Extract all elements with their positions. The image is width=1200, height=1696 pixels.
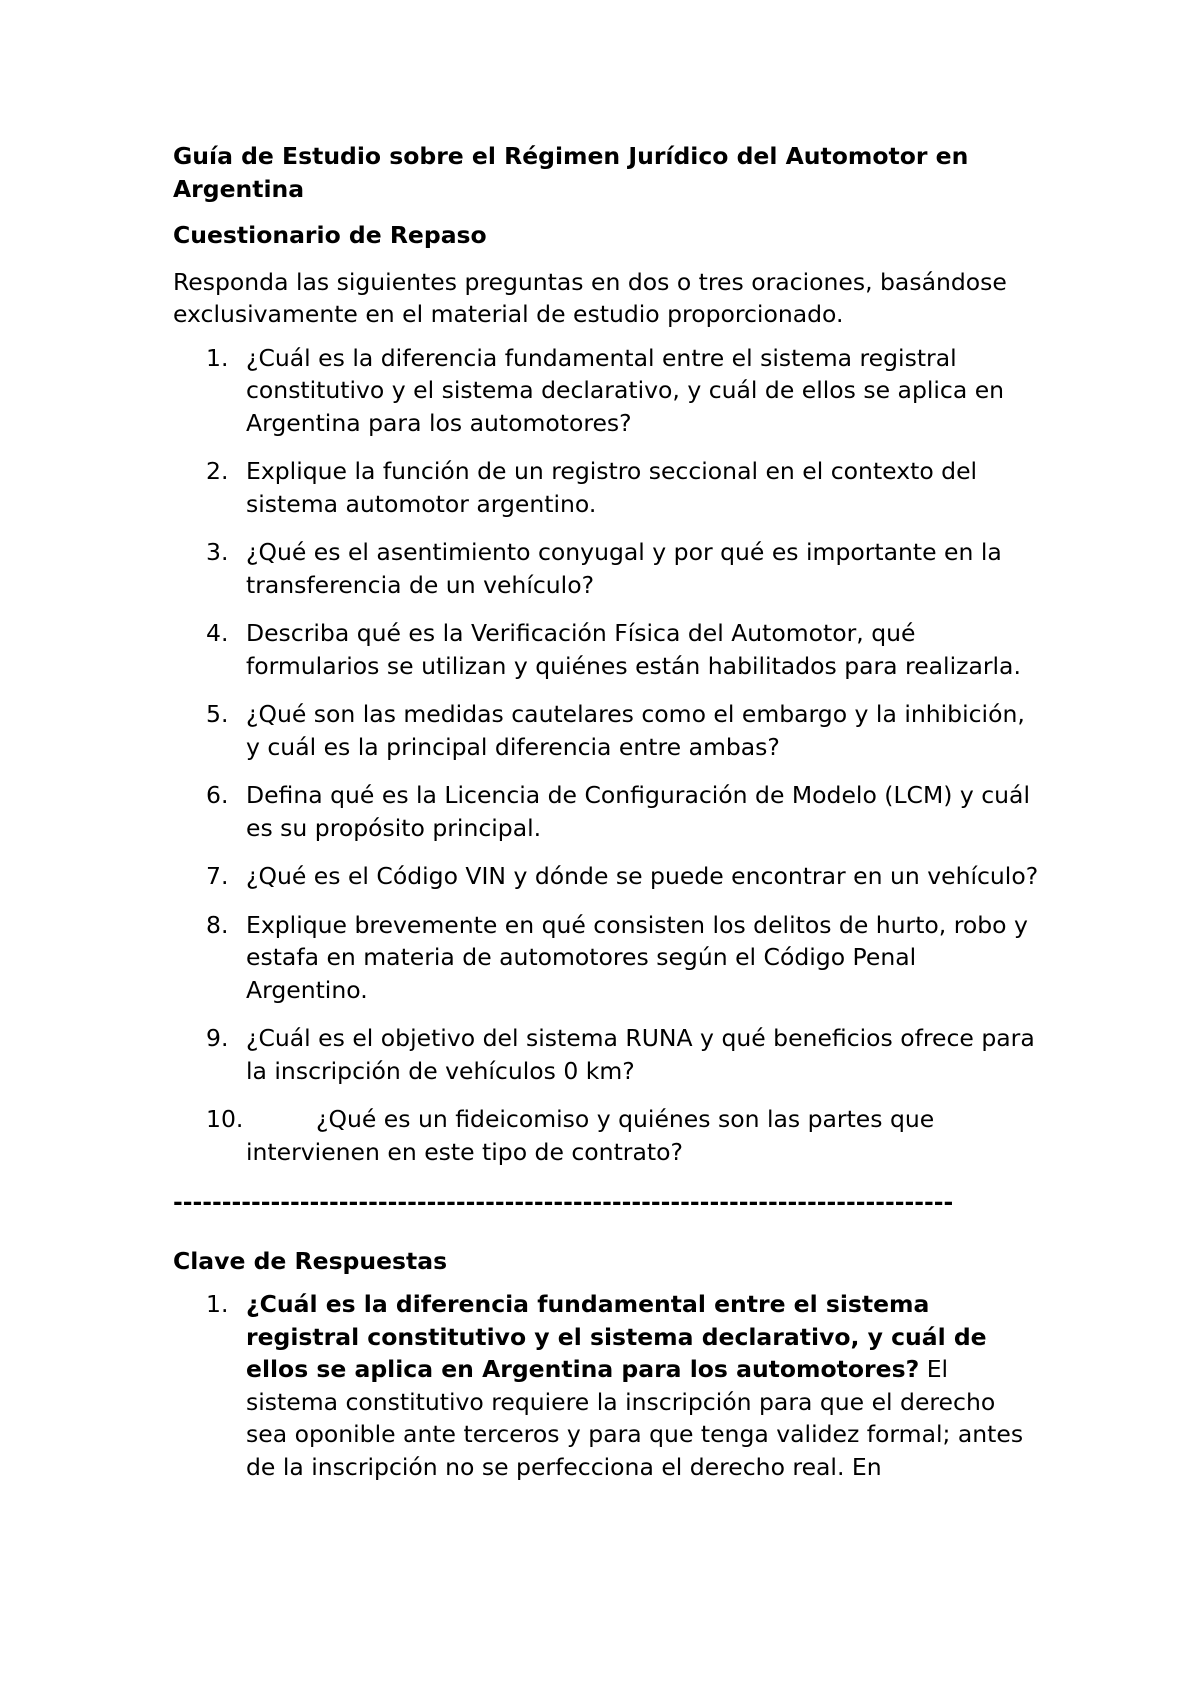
question-number: 8.	[206, 910, 229, 939]
question-number: 3.	[206, 538, 229, 566]
question-item	[173, 1022, 1043, 1087]
question-number: 10.	[206, 1105, 244, 1133]
question-number: 7.	[206, 862, 229, 890]
document-page	[173, 140, 1043, 1483]
answer-list	[173, 1288, 1043, 1483]
answer-number: 1.	[206, 1290, 229, 1318]
section-divider: --------------------------------------------------------------------------------	[173, 1188, 954, 1216]
question-text: ¿Cuál es la diferencia fundamental entre el sistema registral constitutivo y el sistema declarativo, y cuál de ellos se aplica en Argentina para los automotores?	[246, 343, 1005, 437]
question-number: 9.	[206, 1024, 229, 1052]
question-number: 5.	[206, 700, 229, 728]
quiz-heading: Cuestionario de Repaso	[173, 221, 487, 249]
question-item	[173, 779, 1043, 844]
answer-item	[173, 1288, 1043, 1483]
answers-heading: Clave de Respuestas	[173, 1246, 448, 1275]
question-item	[173, 342, 1043, 440]
question-item	[173, 1103, 1043, 1168]
question-text: Explique la función de un registro seccional en el contexto del sistema automotor argentino.	[246, 457, 978, 518]
question-text: ¿Cuál es el objetivo del sistema RUNA y qué beneficios ofrece para la inscripción de vehículos 0 km?	[246, 1024, 1035, 1085]
question-item	[173, 536, 1043, 601]
question-item	[173, 860, 1043, 893]
question-number: 2.	[206, 457, 229, 485]
question-text: ¿Qué es el Código VIN y dónde se puede encontrar en un vehículo?	[246, 862, 1039, 890]
instructions-paragraph: Responda las siguientes preguntas en dos o tres oraciones, basándose exclusivamente en el material de estudio proporcionado.	[173, 267, 1007, 328]
answer-text: El sistema constitutivo requiere la inscripción para que el derecho sea oponible ante terceros y para que tenga validez formal; antes de la inscripción no se perfecciona el derecho real. En	[246, 1355, 1024, 1481]
question-list	[173, 342, 1043, 1169]
document-title: Guía de Estudio sobre el Régimen Jurídico del Automotor en Argentina	[173, 142, 969, 203]
question-item	[173, 617, 1043, 682]
question-text: Describa qué es la Verificación Física del Automotor, qué formularios se utilizan y quiénes están habilitados para realizarla.	[246, 619, 1021, 680]
question-number: 4.	[206, 619, 229, 647]
question-text: Defina qué es la Licencia de Configuración de Modelo (LCM) y cuál es su propósito principal.	[246, 781, 1030, 842]
question-text: ¿Qué son las medidas cautelares como el embargo y la inhibición, y cuál es la principal diferencia entre ambas?	[246, 700, 1025, 761]
question-text: ¿Qué es un fideicomiso y quiénes son las partes que intervienen en este tipo de contrato?	[246, 1105, 935, 1166]
question-text: Explique brevemente en qué consisten los delitos de hurto, robo y estafa en materia de automotores según el Código Penal Argentino.	[246, 910, 1028, 1004]
question-item	[173, 455, 1043, 520]
question-number: 6.	[206, 781, 229, 809]
question-item	[173, 698, 1043, 763]
answer-question-text: ¿Cuál es la diferencia fundamental entre el sistema registral constitutivo y el sistema declarativo, y cuál de ellos se aplica en Argentina para los automotores?	[246, 1290, 987, 1383]
question-text: ¿Qué es el asentimiento conyugal y por qué es importante en la transferencia de un vehículo?	[246, 538, 1002, 599]
question-number: 1.	[206, 343, 229, 372]
question-item	[173, 909, 1043, 1007]
